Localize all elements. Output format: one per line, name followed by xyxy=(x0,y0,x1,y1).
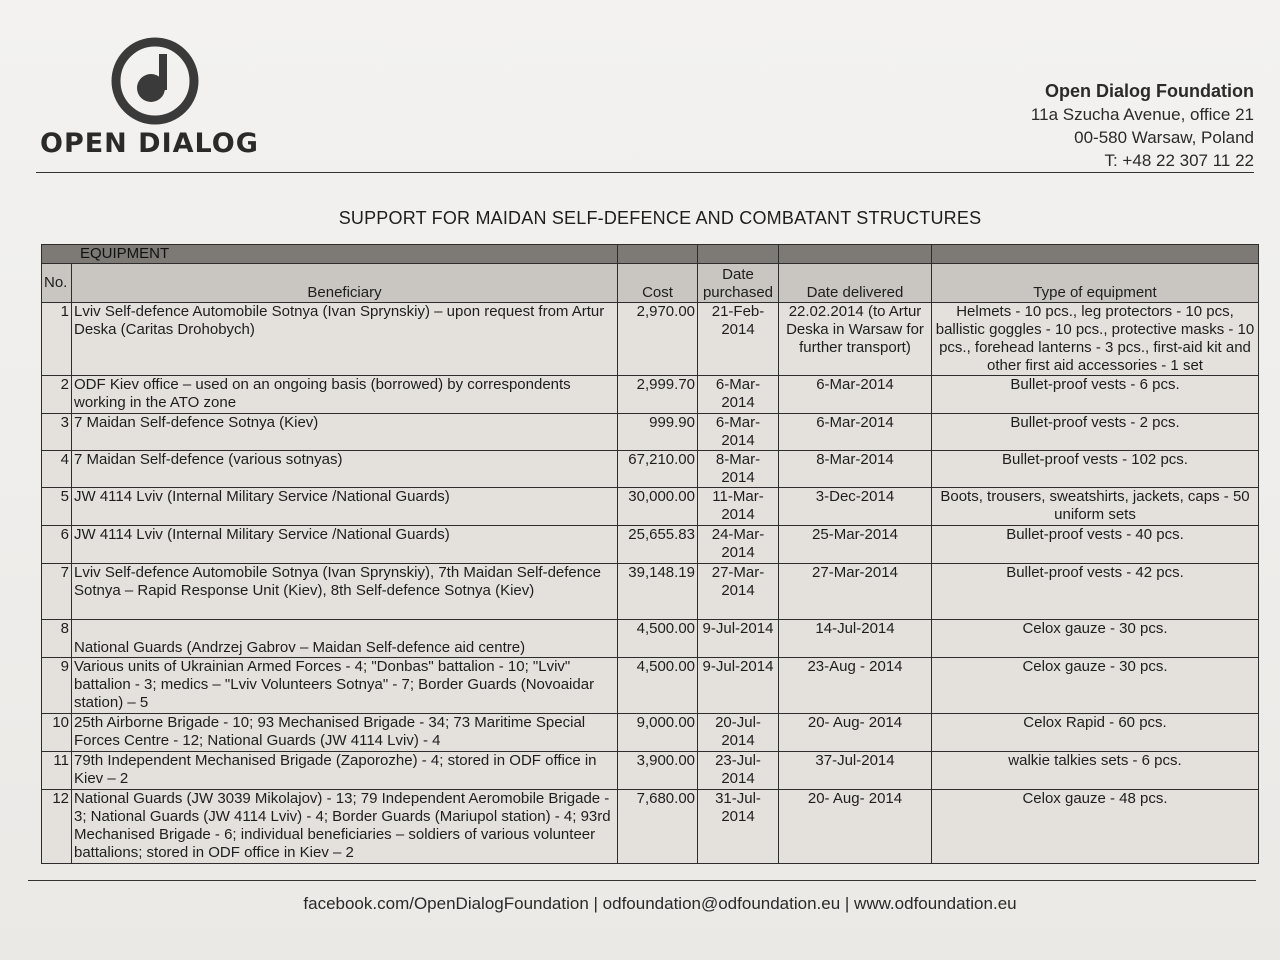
header-cost: Cost xyxy=(618,264,698,303)
row-number: 6 xyxy=(42,526,72,564)
equipment-table xyxy=(41,244,1259,864)
row-date-purchased: 9-Jul-2014 xyxy=(698,658,779,714)
row-number: 3 xyxy=(42,414,72,451)
row-date-delivered: 22.02.2014 (to Artur Deska in Warsaw for further transport) xyxy=(779,303,932,376)
table-row xyxy=(42,488,1259,526)
row-cost: 25,655.83 xyxy=(618,526,698,564)
address-line-street: 11a Szucha Avenue, office 21 xyxy=(1030,105,1254,124)
table-row xyxy=(42,303,1259,376)
row-equipment: Celox gauze - 30 pcs. xyxy=(932,620,1259,658)
row-equipment: Bullet-proof vests - 42 pcs. xyxy=(932,564,1259,620)
header-no: No. xyxy=(42,264,72,303)
row-date-delivered: 6-Mar-2014 xyxy=(779,376,932,414)
row-number: 10 xyxy=(42,714,72,752)
table-row xyxy=(42,790,1259,864)
section-filler-cell xyxy=(932,245,1259,264)
table-row xyxy=(42,526,1259,564)
row-equipment: Celox gauze - 30 pcs. xyxy=(932,658,1259,714)
row-beneficiary: National Guards (Andrzej Gabrov – Maidan Self-defence aid centre) xyxy=(72,620,618,658)
row-date-delivered: 3-Dec-2014 xyxy=(779,488,932,526)
row-equipment: Celox Rapid - 60 pcs. xyxy=(932,714,1259,752)
row-beneficiary: 79th Independent Mechanised Brigade (Zaporozhe) - 4; stored in ODF office in Kiev – 2 xyxy=(72,752,618,790)
row-date-purchased: 6-Mar-2014 xyxy=(698,414,779,451)
header-divider xyxy=(36,172,1254,173)
row-date-purchased: 8-Mar-2014 xyxy=(698,451,779,488)
row-date-delivered: 6-Mar-2014 xyxy=(779,414,932,451)
row-cost: 9,000.00 xyxy=(618,714,698,752)
row-cost: 4,500.00 xyxy=(618,658,698,714)
header-date-purchased: Date purchased xyxy=(698,264,779,303)
organization-name: Open Dialog Foundation xyxy=(1045,81,1254,101)
row-date-purchased: 6-Mar-2014 xyxy=(698,376,779,414)
header-beneficiary: Beneficiary xyxy=(72,264,618,303)
row-beneficiary: 7 Maidan Self-defence Sotnya (Kiev) xyxy=(72,414,618,451)
table-row xyxy=(42,451,1259,488)
row-cost: 30,000.00 xyxy=(618,488,698,526)
address-line-city: 00-580 Warsaw, Poland xyxy=(1074,128,1254,147)
row-cost: 67,210.00 xyxy=(618,451,698,488)
logo xyxy=(40,36,270,166)
row-equipment: Bullet-proof vests - 2 pcs. xyxy=(932,414,1259,451)
section-label: EQUIPMENT xyxy=(42,245,618,264)
row-number: 1 xyxy=(42,303,72,376)
row-beneficiary: JW 4114 Lviv (Internal Military Service /National Guards) xyxy=(72,488,618,526)
row-beneficiary: 7 Maidan Self-defence (various sotnyas) xyxy=(72,451,618,488)
header-date-delivered: Date delivered xyxy=(779,264,932,303)
row-equipment: Boots, trousers, sweatshirts, jackets, caps - 50 uniform sets xyxy=(932,488,1259,526)
document-title: SUPPORT FOR MAIDAN SELF-DEFENCE AND COMBATANT STRUCTURES xyxy=(338,208,982,228)
table-row xyxy=(42,376,1259,414)
row-date-purchased: 11-Mar-2014 xyxy=(698,488,779,526)
table-row xyxy=(42,620,1259,658)
row-number: 4 xyxy=(42,451,72,488)
row-date-delivered: 8-Mar-2014 xyxy=(779,451,932,488)
open-dialog-logo-icon xyxy=(110,36,200,126)
table-row xyxy=(42,564,1259,620)
row-date-delivered: 25-Mar-2014 xyxy=(779,526,932,564)
section-filler-cell xyxy=(618,245,698,264)
row-equipment: Bullet-proof vests - 102 pcs. xyxy=(932,451,1259,488)
row-cost: 7,680.00 xyxy=(618,790,698,864)
footer-contacts: facebook.com/OpenDialogFoundation | odfoundation@odfoundation.eu | www.odfoundation.eu xyxy=(303,894,1017,913)
row-number: 12 xyxy=(42,790,72,864)
footer-divider xyxy=(28,880,1256,881)
row-cost: 39,148.19 xyxy=(618,564,698,620)
row-date-purchased: 31-Jul-2014 xyxy=(698,790,779,864)
address-block xyxy=(894,80,1254,172)
row-date-delivered: 23-Aug - 2014 xyxy=(779,658,932,714)
row-cost: 999.90 xyxy=(618,414,698,451)
row-date-purchased: 27-Mar-2014 xyxy=(698,564,779,620)
row-cost: 4,500.00 xyxy=(618,620,698,658)
section-filler-cell xyxy=(779,245,932,264)
row-equipment: Helmets - 10 pcs., leg protectors - 10 pcs, ballistic goggles - 10 pcs., protective masks - 10 pcs., forehead lanterns - 3 pcs., first-aid kit and other first aid accessories - 1 set xyxy=(932,303,1259,376)
row-date-purchased: 24-Mar-2014 xyxy=(698,526,779,564)
row-number: 9 xyxy=(42,658,72,714)
row-cost: 2,970.00 xyxy=(618,303,698,376)
row-date-delivered: 37-Jul-2014 xyxy=(779,752,932,790)
row-cost: 2,999.70 xyxy=(618,376,698,414)
row-beneficiary: Lviv Self-defence Automobile Sotnya (Ivan Sprynskiy), 7th Maidan Self-defence Sotnya – Rapid Response Unit (Kiev), 8th Self-defence Sotnya (Kiev) xyxy=(72,564,618,620)
row-date-purchased: 23-Jul-2014 xyxy=(698,752,779,790)
row-date-purchased: 20-Jul-2014 xyxy=(698,714,779,752)
row-beneficiary: Lviv Self-defence Automobile Sotnya (Ivan Sprynskiy) – upon request from Artur Deska (Caritas Drohobych) xyxy=(72,303,618,376)
row-beneficiary: National Guards (JW 3039 Mikolajov) - 13; 79 Independent Aeromobile Brigade - 3; National Guards (JW 4114 Lviv) - 4; Border Guards (Mariupol station) - 4; 93rd Mechanised Brigade - 6; individual beneficiaries – soldiers of various volunteer battalions; stored in ODF office in Kiev – 2 xyxy=(72,790,618,864)
row-equipment: Celox gauze - 48 pcs. xyxy=(932,790,1259,864)
address-phone: T: +48 22 307 11 22 xyxy=(1104,151,1254,170)
row-beneficiary: 25th Airborne Brigade - 10; 93 Mechanised Brigade - 34; 73 Maritime Special Forces Centre - 12; National Guards (JW 4114 Lviv) - 4 xyxy=(72,714,618,752)
row-date-delivered: 14-Jul-2014 xyxy=(779,620,932,658)
row-date-delivered: 20- Aug- 2014 xyxy=(779,714,932,752)
section-header-row xyxy=(42,245,1259,264)
table-row xyxy=(42,752,1259,790)
row-number: 7 xyxy=(42,564,72,620)
column-header-row xyxy=(42,264,1259,303)
row-beneficiary: JW 4114 Lviv (Internal Military Service /National Guards) xyxy=(72,526,618,564)
row-date-delivered: 27-Mar-2014 xyxy=(779,564,932,620)
table-row xyxy=(42,658,1259,714)
row-number: 5 xyxy=(42,488,72,526)
header-equipment: Type of equipment xyxy=(932,264,1259,303)
row-cost: 3,900.00 xyxy=(618,752,698,790)
row-date-purchased: 21-Feb-2014 xyxy=(698,303,779,376)
equipment-table-container xyxy=(41,244,1258,864)
row-equipment: Bullet-proof vests - 6 pcs. xyxy=(932,376,1259,414)
row-beneficiary: ODF Kiev office – used on an ongoing basis (borrowed) by correspondents working in the ATO zone xyxy=(72,376,618,414)
row-number: 2 xyxy=(42,376,72,414)
section-filler-cell xyxy=(698,245,779,264)
row-beneficiary: Various units of Ukrainian Armed Forces - 4; "Donbas" battalion - 10; "Lviv" battalion - 3; medics – "Lviv Volunteers Sotnya" - 7; Border Guards (Novoaidar station) – 5 xyxy=(72,658,618,714)
table-row xyxy=(42,414,1259,451)
row-equipment: Bullet-proof vests - 40 pcs. xyxy=(932,526,1259,564)
row-date-purchased: 9-Jul-2014 xyxy=(698,620,779,658)
row-number: 8 xyxy=(42,620,72,658)
row-number: 11 xyxy=(42,752,72,790)
logo-text: OPEN DIALOG xyxy=(40,128,259,159)
row-date-delivered: 20- Aug- 2014 xyxy=(779,790,932,864)
row-equipment: walkie talkies sets - 6 pcs. xyxy=(932,752,1259,790)
table-row xyxy=(42,714,1259,752)
